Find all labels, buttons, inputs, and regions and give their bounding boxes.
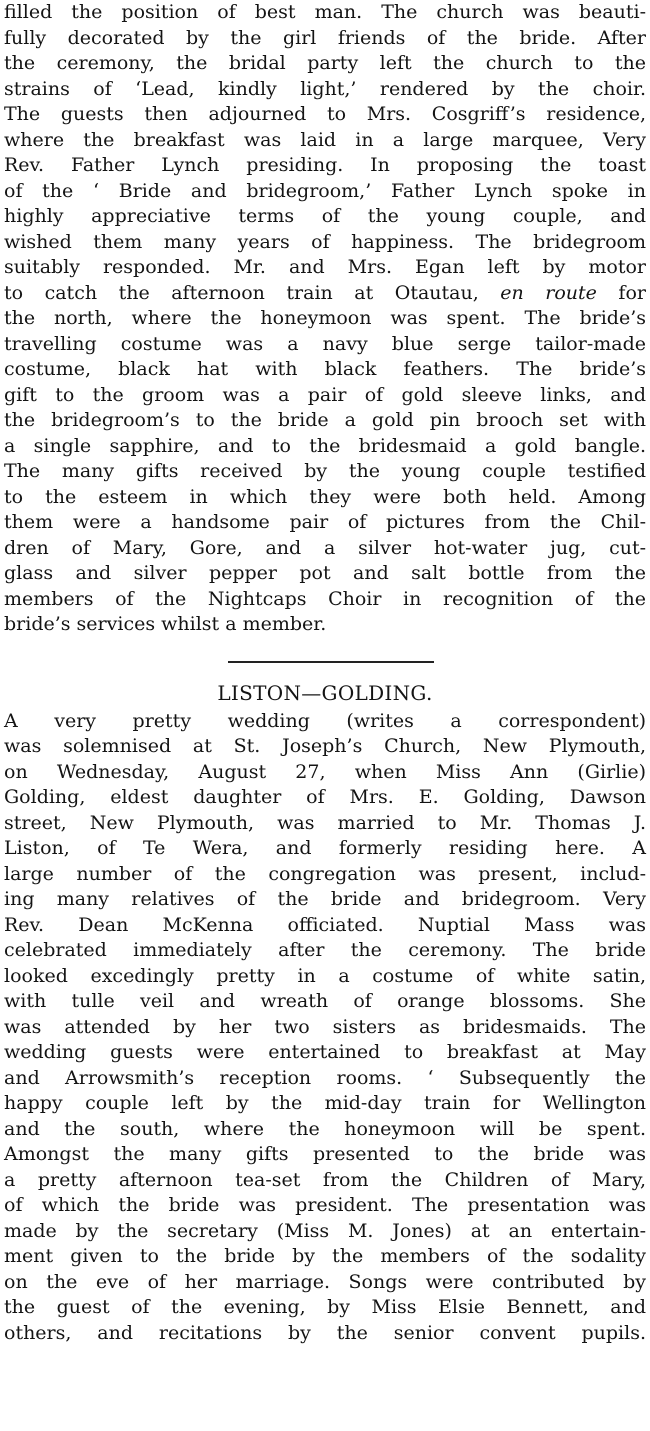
text-line: strains of ‘Lead, kindly light,’ rendered by the choir.: [4, 77, 646, 100]
text-line: the north, where the honeymoon was spent. The bride’s: [4, 307, 646, 329]
text-segment: for: [596, 281, 646, 304]
text-line: Amongst the many gifts presented to the bride was: [4, 1143, 646, 1165]
text-line: street, New Plymouth, was married to Mr. Thomas J.: [4, 811, 646, 834]
text-line: to the esteem in which they were both held. Among: [4, 485, 646, 508]
text-line: Liston, of Te Wera, and formerly residing here. A: [4, 837, 646, 859]
text-line: celebrated immediately after the ceremony. The bride: [4, 939, 646, 961]
text-line: travelling costume was a navy blue serge tailor-made: [4, 332, 646, 355]
text-line-with-italic: [4, 281, 646, 307]
text-line: of the ‘ Bride and bridegroom,’ Father Lynch spoke in: [4, 179, 646, 202]
text-line: on the eve of her marriage. Songs were contributed by: [4, 1270, 646, 1293]
italic-phrase: en route: [500, 281, 597, 304]
text-line: the ceremony, the bridal party left the church to the: [4, 52, 646, 74]
text-line: a single sapphire, and to the bridesmaid a gold bangle.: [4, 434, 646, 457]
text-line: the bridegroom’s to the bride a gold pin brooch set with: [4, 409, 646, 431]
text-line: gift to the groom was a pair of gold sleeve links, and: [4, 383, 646, 406]
text-line: dren of Mary, Gore, and a silver hot-water jug, cut-: [4, 536, 646, 559]
text-line: A very pretty wedding (writes a correspondent): [4, 709, 646, 732]
newspaper-column: [4, 0, 646, 1346]
text-line: Rev. Father Lynch presiding. In proposing the toast: [4, 154, 646, 176]
article-wedding-continued: [4, 0, 646, 638]
section-divider: [228, 661, 434, 663]
text-line: highly appreciative terms of the young couple, and: [4, 205, 646, 227]
article-heading: LISTON—GOLDING.: [217, 680, 433, 705]
text-line: happy couple left by the mid-day train for Wellington: [4, 1092, 646, 1114]
text-line: Rev. Dean McKenna officiated. Nuptial Mass was: [4, 913, 646, 936]
text-line: others, and recitations by the senior convent pupils.: [4, 1321, 646, 1344]
text-line: with tulle veil and wreath of orange blossoms. She: [4, 990, 646, 1012]
text-line: costume, black hat with black feathers. The bride’s: [4, 358, 646, 380]
text-line: was solemnised at St. Joseph’s Church, New Plymouth,: [4, 735, 646, 757]
text-line: wished them many years of happiness. The bridegroom: [4, 230, 646, 253]
text-line: them were a handsome pair of pictures from the Chil-: [4, 511, 646, 533]
text-line: and the south, where the honeymoon will be spent.: [4, 1117, 646, 1140]
text-line: of which the bride was president. The presentation was: [4, 1194, 646, 1216]
text-line: made by the secretary (Miss M. Jones) at an entertain-: [4, 1219, 646, 1242]
text-line: ment given to the bride by the members of the sodality: [4, 1245, 646, 1267]
text-line: large number of the congregation was present, includ-: [4, 862, 646, 885]
text-line: and Arrowsmith’s reception rooms. ‘ Subsequently the: [4, 1066, 646, 1089]
text-line: was attended by her two sisters as bridesmaids. The: [4, 1015, 646, 1038]
text-line: looked excedingly pretty in a costume of white satin,: [4, 964, 646, 987]
text-line: The guests then adjourned to Mrs. Cosgriff’s residence,: [4, 103, 646, 125]
text-line: filled the position of best man. The church was beauti-: [4, 1, 646, 23]
text-line: suitably responded. Mr. and Mrs. Egan left by motor: [4, 256, 646, 278]
text-line: Golding, eldest daughter of Mrs. E. Golding, Dawson: [4, 786, 646, 808]
text-line: The many gifts received by the young couple testified: [4, 460, 646, 482]
text-line: bride’s services whilst a member.: [4, 613, 327, 635]
text-line: wedding guests were entertained to breakfast at May: [4, 1041, 646, 1063]
text-line: fully decorated by the girl friends of the bride. After: [4, 26, 646, 49]
text-line: ing many relatives of the bride and bridegroom. Very: [4, 888, 646, 910]
text-line: on Wednesday, August 27, when Miss Ann (Girlie): [4, 760, 646, 783]
text-line: glass and silver pepper pot and salt bottle from the: [4, 562, 646, 584]
article-liston-golding: [4, 709, 646, 1347]
text-line: a pretty afternoon tea-set from the Children of Mary,: [4, 1168, 646, 1191]
text-line: where the breakfast was laid in a large marquee, Very: [4, 128, 646, 151]
text-line: the guest of the evening, by Miss Elsie Bennett, and: [4, 1296, 646, 1318]
text-segment: to catch the afternoon train at Otautau,: [4, 281, 501, 304]
text-line: members of the Nightcaps Choir in recognition of the: [4, 587, 646, 610]
